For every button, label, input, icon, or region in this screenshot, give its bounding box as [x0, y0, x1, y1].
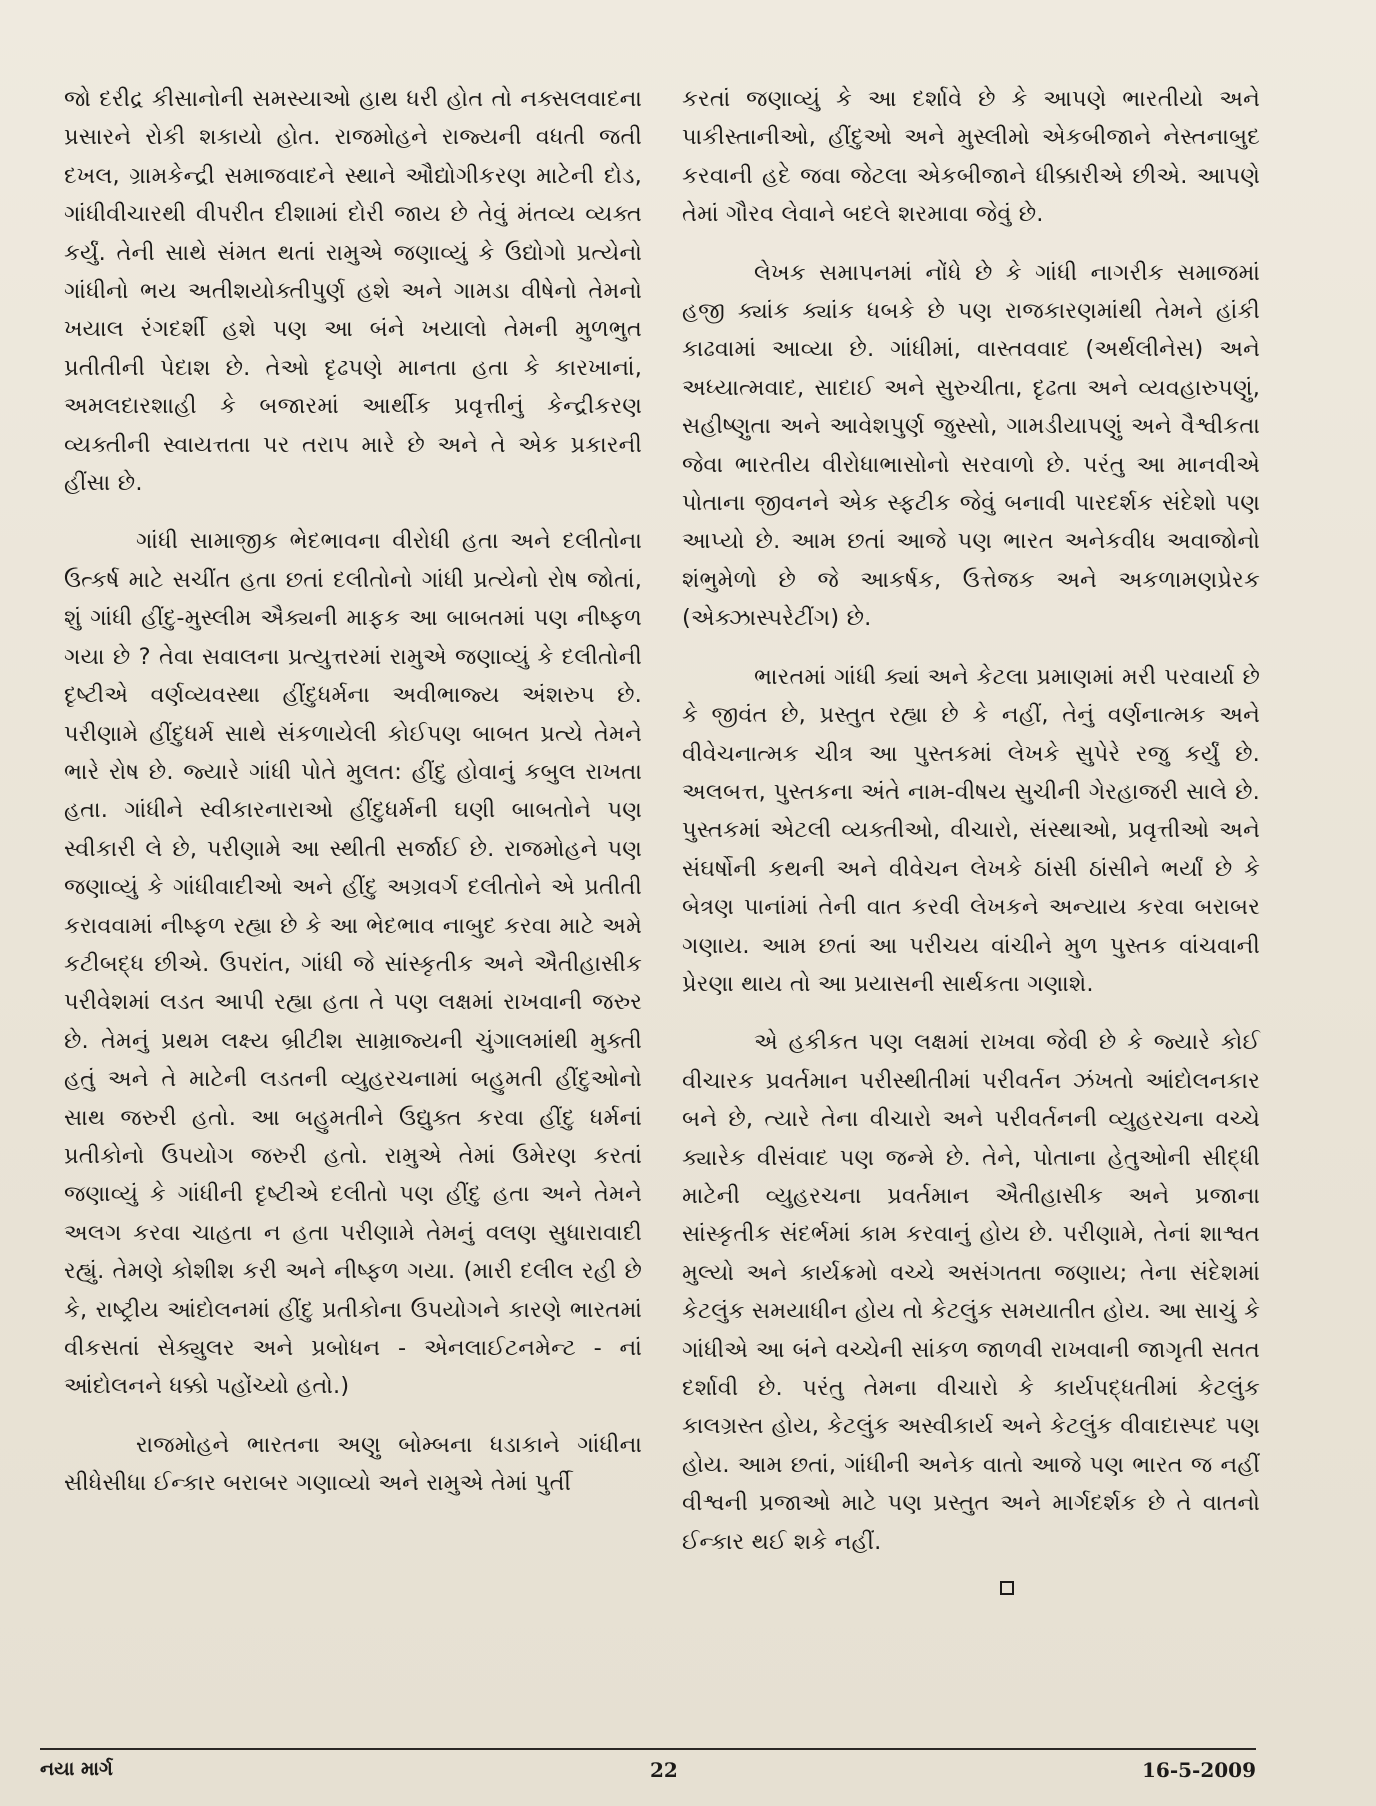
page-number: 22	[650, 1758, 678, 1782]
page-footer	[40, 1758, 1256, 1788]
footer-divider	[40, 1748, 1256, 1750]
paragraph: ભારતમાં ગાંધી ક્યાં અને કેટલા પ્રમાણમાં મરી પરવાર્યા છે કે જીવંત છે, પ્રસ્તુત રહ્યા છે કે નહીં, તેનું વર્ણનાત્મક અને વીવેચનાત્મક ચીત્ર આ પુસ્તકમાં લેખકે સુપેરે રજુ કર્યું છે. અલબત્ત, પુસ્તકના અંતે નામ-વીષય સુચીની ગેરહાજરી સાલે છે. પુસ્તકમાં એટલી વ્યક્તીઓ, વીચારો, સંસ્થાઓ, પ્રવૃત્તીઓ અને સંઘર્ષોની કથની અને વીવેચન લેખકે ઠાંસી ઠાંસીને ભર્યાં છે કે બેત્રણ પાનાંમાં તેની વાત કરવી લેખકને અન્યાય કરવા બરાબર ગણાય. આમ છતાં આ પરીચય વાંચીને મુળ પુસ્તક વાંચવાની પ્રેરણા થાય તો આ પ્રયાસની સાર્થકતા ગણાશે.	[682, 663, 1260, 997]
paragraph: એ હકીકત પણ લક્ષમાં રાખવા જેવી છે કે જ્યારે કોઈ વીચારક પ્રવર્તમાન પરીસ્થીતીમાં પરીવર્તન ઝંખતો આંદોલનકાર બને છે, ત્યારે તેના વીચારો અને પરીવર્તનની વ્યુહરચના વચ્ચે ક્યારેક વીસંવાદ પણ જન્મે છે. તેને, પોતાના હેતુઓની સીદ્ધી માટેની વ્યુહરચના પ્રવર્તમાન ઐતીહાસીક અને પ્રજાના સાંસ્કૃતીક સંદર્ભમાં કામ કરવાનું હોય છે. પરીણામે, તેનાં શાશ્વત મુલ્યો અને કાર્યક્રમો વચ્ચે અસંગતતા જણાય; તેના સંદેશમાં કેટલુંક સમયાધીન હોય તો કેટલુંક સમયાતીત હોય. આ સાચું કે ગાંધીએ આ બંને વચ્ચેની સાંકળ જાળવી રાખવાની જાગૃતી સતત દર્શાવી છે. પરંતુ તેમના વીચારો કે કાર્યપદ્ધતીમાં કેટલુંક કાલગ્રસ્ત હોય, કેટલુંક અસ્વીકાર્ય અને કેટલુંક વીવાદાસ્પદ પણ હોય. આમ છતાં, ગાંધીની અનેક વાતો આજે પણ ભારત જ નહીં વીશ્વની પ્રજાઓ માટે પણ પ્રસ્તુત અને માર્ગદર્શક છે તે વાતનો ઈન્કાર થઈ શકે નહીં.	[682, 1029, 1260, 1555]
text-columns	[64, 80, 1260, 1595]
issue-date: 16-5-2009	[1141, 1758, 1256, 1782]
left-column	[64, 80, 642, 1595]
right-column	[682, 80, 1260, 1595]
paragraph: લેખક સમાપનમાં નોંધે છે કે ગાંધી નાગરીક સમાજમાં હજી ક્યાંક ક્યાંક ધબકે છે પણ રાજકારણમાંથી તેમને હાંકી કાઢવામાં આવ્યા છે. ગાંધીમાં, વાસ્તવવાદ (અર્થલીનેસ) અને અધ્યાત્મવાદ, સાદાઈ અને સુરુચીતા, દૃઢતા અને વ્યવહારુપણું, સહીષ્ણુતા અને આવેશપુર્ણ જુસ્સો, ગામડીયાપણું અને વૈશ્વીકતા જેવા ભારતીય વીરોધાભાસોનો સરવાળો છે. પરંતુ આ માનવીએ પોતાના જીવનને એક સ્ફટીક જેવું બનાવી પારદર્શક સંદેશો પણ આપ્યો છે. આમ છતાં આજે પણ ભારત અનેકવીધ અવાજોનો શંભુમેળો છે જે આકર્ષક, ઉત્તેજક અને અકળામણપ્રેરક (એક્ઝાસ્પરેટીંગ) છે.	[682, 259, 1260, 632]
paragraph: કરતાં જણાવ્યું કે આ દર્શાવે છે કે આપણે ભારતીયો અને પાકીસ્તાનીઓ, હીંદુઓ અને મુસ્લીમો એકબીજાને નેસ્તનાબુદ કરવાની હદે જવા જેટલા એકબીજાને ધીક્કારીએ છીએ. આપણે તેમાં ગૌરવ લેવાને બદલે શરમાવા જેવું છે.	[682, 86, 1260, 228]
paragraph: જો દરીદ્ર કીસાનોની સમસ્યાઓ હાથ ધરી હોત તો નક્સલવાદના પ્રસારને રોકી શકાયો હોત. રાજમોહને રાજ્યની વધતી જતી દખલ, ગ્રામકેન્દ્રી સમાજવાદને સ્થાને ઔદ્યોગીકરણ માટેની દોડ, ગાંધીવીચારથી વીપરીત દીશામાં દોરી જાય છે તેવું મંતવ્ય વ્યક્ત કર્યું. તેની સાથે સંમત થતાં રામુએ જણાવ્યું કે ઉદ્યોગો પ્રત્યેનો ગાંધીનો ભય અતીશયોક્તીપુર્ણ હશે અને ગામડા વીષેનો તેમનો ખયાલ રંગદર્શી હશે પણ આ બંને ખયાલો તેમની મુળભુત પ્રતીતીની પેદાશ છે. તેઓ દૃઢપણે માનતા હતા કે કારખાનાં, અમલદારશાહી કે બજારમાં આર્થીક પ્રવૃત્તીનું કેન્દ્રીકરણ વ્યક્તીની સ્વાયત્તતા પર તરાપ મારે છે અને તે એક પ્રકારની હીંસા છે.	[64, 86, 642, 497]
magazine-name: નયા માર્ગ	[40, 1758, 113, 1780]
paragraph: ગાંધી સામાજીક ભેદભાવના વીરોધી હતા અને દલીતોના ઉત્કર્ષ માટે સચીંત હતા છતાં દલીતોનો ગાંધી પ્રત્યેનો રોષ જોતાં, શું ગાંધી હીંદુ-મુસ્લીમ ઐક્યની માફક આ બાબતમાં પણ નીષ્ફળ ગયા છે ? તેવા સવાલના પ્રત્યુત્તરમાં રામુએ જણાવ્યું કે દલીતોની દૃષ્ટીએ વર્ણવ્યવસ્થા હીંદુધર્મના અવીભાજ્ય અંશરુપ છે. પરીણામે હીંદુધર્મ સાથે સંકળાયેલી કોઈપણ બાબત પ્રત્યે તેમને ભારે રોષ છે. જ્યારે ગાંધી પોતે મુલત: હીંદુ હોવાનું કબુલ રાખતા હતા. ગાંધીને સ્વીકારનારાઓ હીંદુધર્મની ઘણી બાબતોને પણ સ્વીકારી લે છે, પરીણામે આ સ્થીતી સર્જાઈ છે. રાજમોહને પણ જણાવ્યું કે ગાંધીવાદીઓ અને હીંદુ અગ્રવર્ગ દલીતોને એ પ્રતીતી કરાવવામાં નીષ્ફળ રહ્યા છે કે આ ભેદભાવ નાબુદ કરવા માટે અમે કટીબદ્ધ છીએ. ઉપરાંત, ગાંધી જે સાંસ્કૃતીક અને ઐતીહાસીક પરીવેશમાં લડત આપી રહ્યા હતા તે પણ લક્ષમાં રાખવાની જરુર છે. તેમનું પ્રથમ લક્ષ્ય બ્રીટીશ સામ્રાજ્યની ચુંગાલમાંથી મુક્તી હતું અને તે માટેની લડતની વ્યુહરચનામાં બહુમતી હીંદુઓનો સાથ જરુરી હતો. આ બહુમતીને ઉદ્યુક્ત કરવા હીંદુ ધર્મનાં પ્રતીકોનો ઉપયોગ જરુરી હતો. રામુએ તેમાં ઉમેરણ કરતાં જણાવ્યું કે ગાંધીની દૃષ્ટીએ દલીતો પણ હીંદુ હતા અને તેમને અલગ કરવા ચાહતા ન હતા પરીણામે તેમનું વલણ સુધારાવાદી રહ્યું. તેમણે કોશીશ કરી અને નીષ્ફળ ગયા. (મારી દલીલ રહી છે કે, રાષ્ટ્રીય આંદોલનમાં હીંદુ પ્રતીકોના ઉપયોગને કારણે ભારતમાં વીકસતાં સેક્યુલર અને પ્રબોધન - એનલાઈટનમેન્ટ - નાં આંદોલનને ધક્કો પહોંચ્યો હતો.)	[64, 528, 642, 1400]
paragraph: રાજમોહને ભારતના અણુ બોમ્બના ધડાકાને ગાંધીના સીધેસીધા ઈન્કાર બરાબર ગણાવ્યો અને રામુએ તેમાં પુર્તી	[64, 1431, 642, 1497]
hollow-square-icon	[1000, 1581, 1014, 1595]
